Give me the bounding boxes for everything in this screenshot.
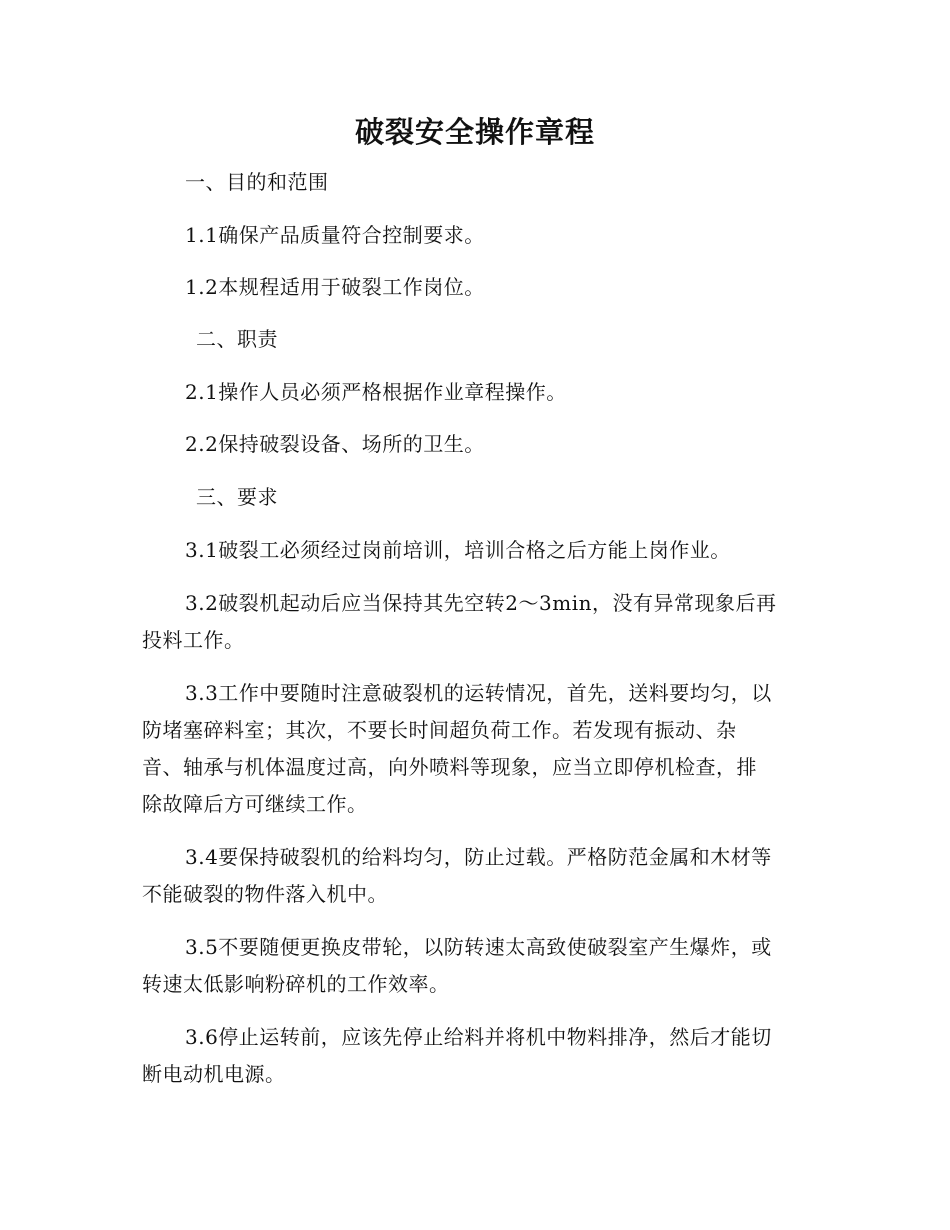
paragraph-3-5-line-2: 转速太低影响粉碎机的工作效率。 bbox=[142, 972, 450, 996]
section-heading-purpose: 一、目的和范围 bbox=[185, 170, 329, 194]
paragraph-3-2-line-1: 3.2破裂机起动后应当保持其先空转2～3min，没有异常现象后再 bbox=[185, 591, 777, 615]
paragraph-1-1: 1.1确保产品质量符合控制要求。 bbox=[185, 223, 485, 247]
section-heading-requirements: 三、要求 bbox=[196, 485, 278, 509]
paragraph-3-4-line-2: 不能破裂的物件落入机中。 bbox=[142, 882, 388, 906]
paragraph-2-1: 2.1操作人员必须严格根据作业章程操作。 bbox=[185, 380, 567, 404]
paragraph-3-3-line-3: 音、轴承与机体温度过高，向外喷料等现象，应当立即停机检查，排 bbox=[142, 755, 757, 779]
paragraph-3-3-line-2: 防堵塞碎料室；其次，不要长时间超负荷工作。若发现有振动、杂 bbox=[142, 718, 737, 742]
paragraph-3-4-line-1: 3.4要保持破裂机的给料均匀，防止过载。严格防范金属和木材等 bbox=[185, 845, 772, 869]
paragraph-2-2: 2.2保持破裂设备、场所的卫生。 bbox=[185, 432, 485, 456]
paragraph-3-3-line-4: 除故障后方可继续工作。 bbox=[142, 792, 368, 816]
document-title: 破裂安全操作章程 bbox=[354, 115, 595, 149]
paragraph-3-2-line-2: 投料工作。 bbox=[142, 628, 245, 652]
paragraph-3-6-line-1: 3.6停止运转前，应该先停止给料并将机中物料排净，然后才能切 bbox=[185, 1025, 772, 1049]
paragraph-3-1: 3.1破裂工必须经过岗前培训，培训合格之后方能上岗作业。 bbox=[185, 538, 731, 562]
paragraph-3-5-line-1: 3.5不要随便更换皮带轮，以防转速太高致使破裂室产生爆炸，或 bbox=[185, 935, 772, 959]
paragraph-1-2: 1.2本规程适用于破裂工作岗位。 bbox=[185, 275, 485, 299]
paragraph-3-3-line-1: 3.3工作中要随时注意破裂机的运转情况，首先，送料要均匀，以 bbox=[185, 681, 772, 705]
paragraph-3-6-line-2: 断电动机电源。 bbox=[142, 1062, 286, 1086]
section-heading-duties: 二、职责 bbox=[196, 327, 278, 351]
